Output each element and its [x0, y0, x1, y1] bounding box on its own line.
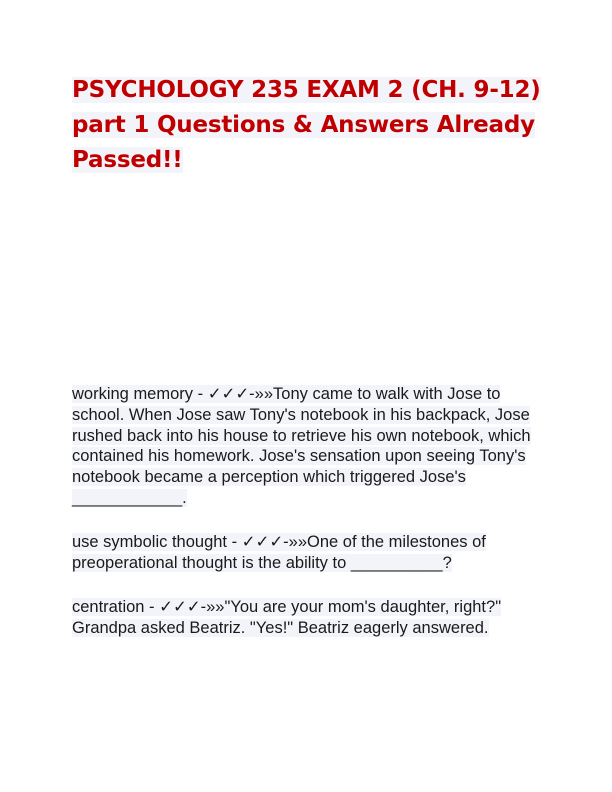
qa-item-2	[72, 532, 552, 574]
qa-item-3-text	[72, 598, 501, 637]
document-title-text: PSYCHOLOGY 235 EXAM 2 (CH. 9-12) part 1 Questions & Answers Already Passed!!	[72, 77, 541, 173]
qa-item-2-question: One of the milestones of preoperational thought is the ability to __________?	[72, 533, 486, 572]
qa-item-1-answer: working memory	[72, 385, 194, 403]
qa-item-2-text	[72, 533, 486, 572]
qa-item-3-answer: centration	[72, 598, 145, 616]
qa-item-3-question: "You are your mom's daughter, right?" Grandpa asked Beatriz. "Yes!" Beatriz eagerly answered.	[72, 598, 502, 637]
qa-item-3-separator: - ✓✓✓-»»	[144, 598, 225, 616]
qa-item-2-separator: - ✓✓✓-»»	[227, 533, 308, 551]
qa-item-1-text	[72, 385, 531, 507]
document-title	[72, 73, 552, 178]
qa-item-1-separator: - ✓✓✓-»»	[193, 385, 274, 403]
qa-item-1-question: Tony came to walk with Jose to school. When Jose saw Tony's notebook in his backpack, Jose rushed back into his house to retrieve his own notebook, which contained his homework. Jose's sensation upon seeing Tony's notebook became a perception which triggered Jose's ____________.	[72, 385, 531, 507]
qa-item-2-answer: use symbolic thought	[72, 533, 228, 551]
qa-item-1	[72, 384, 552, 509]
qa-item-3	[72, 597, 552, 639]
